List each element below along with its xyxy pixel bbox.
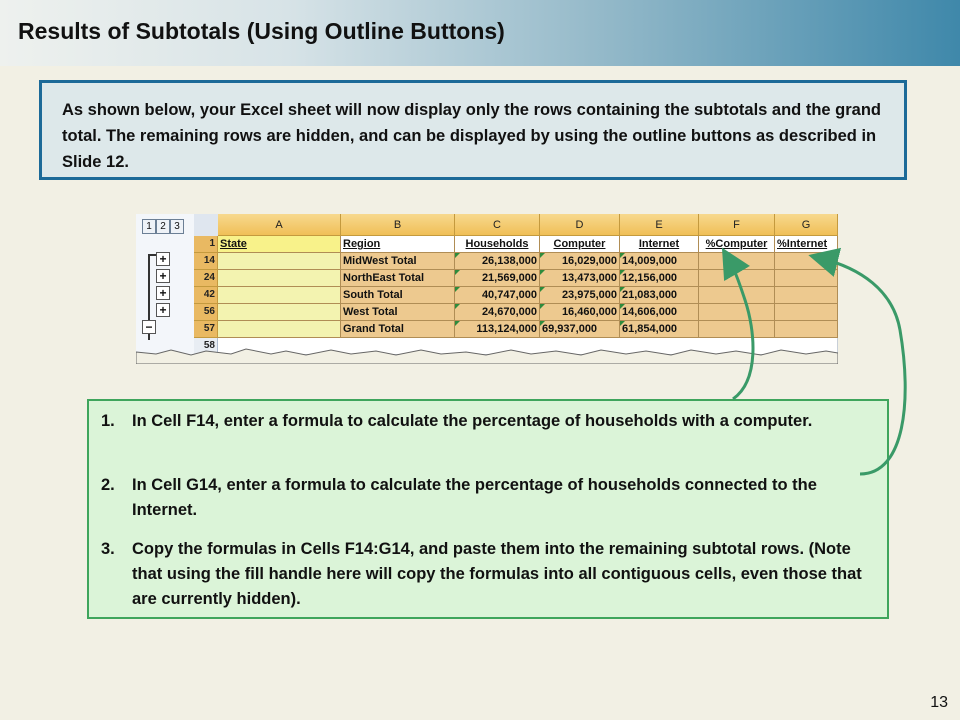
intro-box xyxy=(39,80,907,180)
cell-d56-value: 16,460,000 xyxy=(561,306,617,318)
cell-b56[interactable]: West Total xyxy=(341,304,455,321)
formula-indicator xyxy=(620,270,625,275)
column-header-d[interactable]: D xyxy=(540,214,620,236)
formula-indicator xyxy=(540,270,545,275)
formula-indicator xyxy=(540,321,545,326)
outline-level-1-button[interactable]: 1 xyxy=(142,219,156,234)
cell-d57[interactable] xyxy=(540,321,620,338)
formula-indicator xyxy=(455,321,460,326)
column-header-a[interactable]: A xyxy=(218,214,341,236)
cell-c14-value: 26,138,000 xyxy=(481,255,537,267)
cell-c42-value: 40,747,000 xyxy=(481,289,537,301)
cell-g42[interactable] xyxy=(775,287,838,304)
cell-e14[interactable] xyxy=(620,253,699,270)
cell-c56[interactable] xyxy=(455,304,540,321)
cell-b14[interactable]: MidWest Total xyxy=(341,253,455,270)
cell-g14[interactable] xyxy=(775,253,838,270)
column-header-f[interactable]: F xyxy=(699,214,775,236)
cell-f24[interactable] xyxy=(699,270,775,287)
row-header-57[interactable]: 57 xyxy=(194,321,218,338)
cell-d56[interactable] xyxy=(540,304,620,321)
cell-b42[interactable]: South Total xyxy=(341,287,455,304)
cell-e57[interactable] xyxy=(620,321,699,338)
cell-e57-value: 61,854,000 xyxy=(622,323,678,335)
slide-title: Results of Subtotals (Using Outline Buttons) xyxy=(18,18,505,44)
column-header-b[interactable]: B xyxy=(341,214,455,236)
cell-c24-value: 21,569,000 xyxy=(481,272,537,284)
cell-e24[interactable] xyxy=(620,270,699,287)
cell-d57-value: 69,937,000 xyxy=(542,323,598,335)
row-header-1[interactable]: 1 xyxy=(194,236,218,253)
step-text: In Cell G14, enter a formula to calculate the percentage of households connected to the Internet. xyxy=(132,476,817,519)
cell-e42-value: 21,083,000 xyxy=(622,289,678,301)
cell-c1[interactable]: Households xyxy=(455,236,540,253)
cell-c57-value: 113,124,000 xyxy=(476,323,537,335)
select-all-corner[interactable] xyxy=(194,214,219,237)
cell-g1[interactable]: %Internet xyxy=(775,236,838,253)
cell-a56[interactable] xyxy=(218,304,341,321)
cell-e42[interactable] xyxy=(620,287,699,304)
outline-level-2-button[interactable]: 2 xyxy=(156,219,170,234)
cell-d24[interactable] xyxy=(540,270,620,287)
outline-level-3-button[interactable]: 3 xyxy=(170,219,184,234)
steps-box xyxy=(87,399,889,619)
cell-d14[interactable] xyxy=(540,253,620,270)
cell-f42[interactable] xyxy=(699,287,775,304)
row-header-56[interactable]: 56 xyxy=(194,304,218,321)
cell-c14[interactable] xyxy=(455,253,540,270)
cell-c56-value: 24,670,000 xyxy=(481,306,537,318)
cell-d42-value: 23,975,000 xyxy=(561,289,617,301)
cell-f56[interactable] xyxy=(699,304,775,321)
formula-indicator xyxy=(455,287,460,292)
excel-sheet xyxy=(136,214,838,364)
cell-g24[interactable] xyxy=(775,270,838,287)
formula-indicator xyxy=(540,304,545,309)
formula-indicator xyxy=(620,304,625,309)
formula-indicator xyxy=(620,321,625,326)
torn-edge xyxy=(136,344,838,364)
step-text: Copy the formulas in Cells F14:G14, and paste them into the remaining subtotal rows. (Note that using the fill handle here will copy the formulas into all contiguous cells, even those that are currently hidden). xyxy=(132,540,862,608)
row-header-42[interactable]: 42 xyxy=(194,287,218,304)
column-header-c[interactable]: C xyxy=(455,214,540,236)
formula-indicator xyxy=(455,253,460,258)
cell-a14[interactable] xyxy=(218,253,341,270)
outline-expand-row-56-button[interactable]: + xyxy=(156,303,170,317)
cell-g56[interactable] xyxy=(775,304,838,321)
outline-bracket-top xyxy=(148,254,156,256)
cell-a57[interactable] xyxy=(218,321,341,338)
cell-e14-value: 14,009,000 xyxy=(622,255,678,267)
cell-e1[interactable]: Internet xyxy=(620,236,699,253)
cell-d1[interactable]: Computer xyxy=(540,236,620,253)
row-header-58[interactable]: 58 xyxy=(194,338,218,355)
cell-e24-value: 12,156,000 xyxy=(622,272,678,284)
cell-f57[interactable] xyxy=(699,321,775,338)
cell-c42[interactable] xyxy=(455,287,540,304)
formula-indicator xyxy=(455,270,460,275)
step-number: 2. xyxy=(101,476,115,494)
outline-expand-row-24-button[interactable]: + xyxy=(156,269,170,283)
cell-b24[interactable]: NorthEast Total xyxy=(341,270,455,287)
cell-g57[interactable] xyxy=(775,321,838,338)
page-number: 13 xyxy=(930,694,948,711)
cell-c24[interactable] xyxy=(455,270,540,287)
cell-f1[interactable]: %Computer xyxy=(699,236,775,253)
row-header-14[interactable]: 14 xyxy=(194,253,218,270)
column-header-g[interactable]: G xyxy=(775,214,838,236)
column-header-e[interactable]: E xyxy=(620,214,699,236)
cell-b1[interactable]: Region xyxy=(341,236,455,253)
formula-indicator xyxy=(540,287,545,292)
cell-f14[interactable] xyxy=(699,253,775,270)
cell-d24-value: 13,473,000 xyxy=(561,272,617,284)
intro-text: As shown below, your Excel sheet will now display only the rows containing the subtotals and the grand total. The remaining rows are hidden, and can be displayed by using the outline buttons as described in Slide 12. xyxy=(62,101,882,171)
step-number: 1. xyxy=(101,412,115,430)
cell-e56[interactable] xyxy=(620,304,699,321)
formula-indicator xyxy=(620,287,625,292)
formula-indicator xyxy=(455,304,460,309)
outline-expand-row-14-button[interactable]: + xyxy=(156,252,170,266)
outline-collapse-button[interactable]: − xyxy=(142,320,156,334)
cell-d14-value: 16,029,000 xyxy=(561,255,617,267)
cell-a24[interactable] xyxy=(218,270,341,287)
formula-indicator xyxy=(620,253,625,258)
cell-d42[interactable] xyxy=(540,287,620,304)
step-number: 3. xyxy=(101,540,115,558)
title-bar xyxy=(0,0,960,66)
cell-c57[interactable] xyxy=(455,321,540,338)
cell-a1[interactable]: State xyxy=(218,236,341,253)
step-text: In Cell F14, enter a formula to calculate the percentage of households with a computer. xyxy=(132,412,813,430)
formula-indicator xyxy=(540,253,545,258)
cell-b57[interactable]: Grand Total xyxy=(341,321,455,338)
row-header-24[interactable]: 24 xyxy=(194,270,218,287)
outline-expand-row-42-button[interactable]: + xyxy=(156,286,170,300)
cell-a42[interactable] xyxy=(218,287,341,304)
cell-e56-value: 14,606,000 xyxy=(622,306,678,318)
outline-column xyxy=(136,214,195,364)
